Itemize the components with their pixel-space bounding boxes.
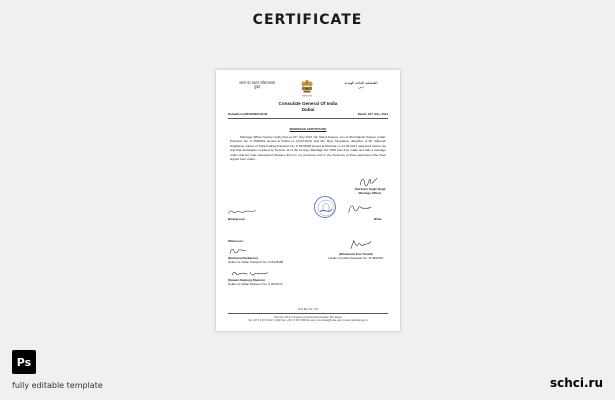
officer-block (346, 188, 394, 196)
page-title: CERTIFICATE (252, 12, 363, 28)
witness3-block (228, 279, 283, 287)
witness1-signature (228, 246, 248, 256)
document-footer (216, 308, 400, 323)
photoshop-icon: Ps (12, 350, 36, 374)
bride-label: Bride (374, 217, 382, 221)
witness1-detail: Holder of Indian Passport No. M 8123089 (228, 259, 284, 264)
witnesses-label: Witnesses: (228, 239, 244, 243)
dated: Dated: 21ˢᵗ July, 2021 (357, 112, 388, 116)
arabic-header (330, 81, 392, 90)
editable-template-caption: fully editable template (12, 381, 103, 390)
witness2-signature (348, 238, 374, 252)
footer-line3: Tel: +971 4 397 1222 / 1333 Fax: +971 4 397 0453 E-mail: cons.dubai@mea.gov.in www.cgidubai.gov.in (248, 319, 368, 323)
witness3-detail: Holder of Indian Passport No. Z 4063472 (228, 281, 283, 286)
reference-number: Dubai/Cons/M/409/601/3148 (228, 112, 268, 116)
witness2-block (320, 253, 392, 261)
consulate-title-block (216, 101, 400, 112)
bridegroom-label: Bridegroom (228, 217, 246, 221)
emblem-icon (298, 78, 316, 98)
hindi-header (226, 81, 288, 90)
consulate-title: Consulate General Of India (278, 101, 338, 106)
consulate-city: Dubai (301, 106, 315, 112)
witness1-name: (Dachana Pankatore) (228, 256, 258, 260)
certificate-title: MARRIAGE CERTIFICATE (289, 127, 327, 131)
officer-name: (Surinder Singh Negi) (354, 187, 386, 191)
brand-watermark: schci.ru (549, 376, 603, 390)
svg-text:सत्यमेव जयते: सत्यमेव जयते (302, 95, 312, 98)
bridegroom-signature (226, 208, 260, 216)
certificate-body: Marriage Officer hereby certify that on 21ˢᵗ July 2021, Mr. Rahul Kapoor, son of Shri Rajesh Kapoor, Indian Passport No. Z 4580291 issued at Dubai on 10.03.2019, and Ms. Riya Singhania, daughter of Mr. Ramesh Singhania, citizen of India holding Passport No. Z 5678430 issued at Mumbai on 21.05.2017 appeared before me and that declaration required by Section 11 of the Foreign Marriage Act 1969 was duly made and that a marriage under that Act was solemnized between them in my presence and in the presence of three witnesses who have signed here under. (230, 135, 386, 162)
header-divider (228, 118, 388, 119)
witness1-block (228, 257, 283, 265)
witness3-signature (230, 269, 270, 278)
footer-line2: Plot No. 3/2 & 3 Al Hamriya Diplomatic Enclave, Bur Dubai (274, 315, 342, 319)
certificate-document (216, 70, 400, 331)
bride-signature (346, 202, 374, 216)
arabic-header-line2: دبي (358, 85, 364, 90)
officer-role: Marriage Officer (358, 190, 382, 195)
witness3-name: (Sanam Dayburg Sharma) (228, 278, 265, 282)
witness2-detail: Holder of Indian Passport No. M 3609787 (328, 255, 384, 260)
hindi-header-line1: भारत का प्रधान कोंसलावास (238, 81, 276, 85)
stamp-emblem-icon (315, 197, 337, 219)
footer-line1: Post Box No. 737 (297, 308, 319, 311)
witness2-name: (Dhamendr Kini Trivedi) (339, 252, 373, 256)
hindi-header-line2: दुबई (254, 85, 260, 90)
arabic-header-line1: القنصلية العامة الهندية (344, 81, 378, 85)
consulate-stamp (314, 196, 336, 218)
